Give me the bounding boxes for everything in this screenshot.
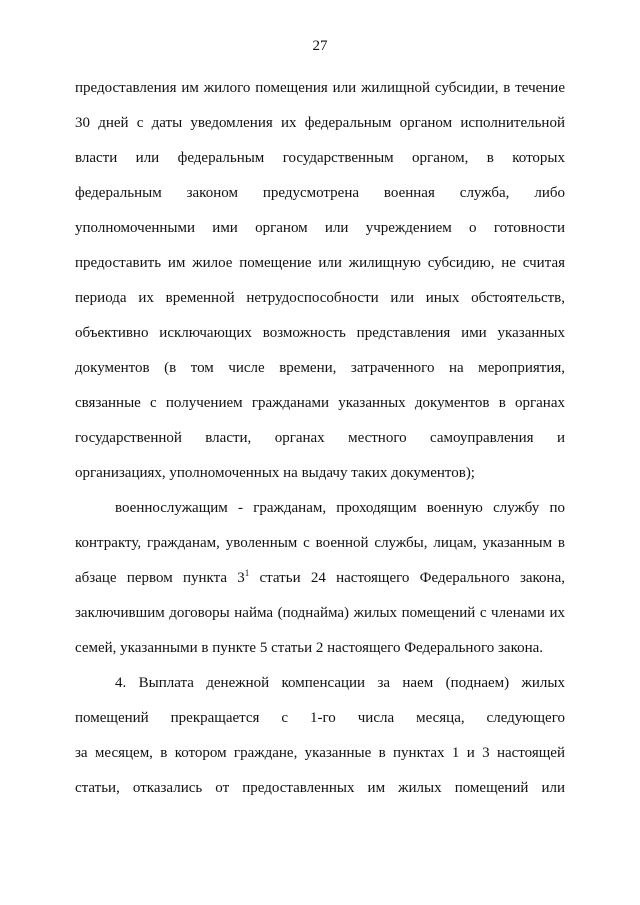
text-line: периода их временной нетрудоспособности или иных обстоятельств,: [75, 290, 565, 306]
text-line: уполномоченными ими органом или учреждением о готовности: [75, 220, 565, 236]
text-line: за месяцем, в котором граждане, указанные в пунктах 1 и 3 настоящей: [75, 745, 565, 761]
text-line: 30 дней с даты уведомления их федеральным органом исполнительной: [75, 115, 565, 131]
text-line: контракту, гражданам, уволенным с военной службы, лицам, указанным в: [75, 535, 565, 551]
text-line: связанные с получением гражданами указанных документов в органах: [75, 395, 565, 411]
text-fragment: статьи 24 настоящего Федерального закона,: [249, 570, 565, 586]
paragraph-start-line: военнослужащим - гражданам, проходящим военную службу по: [115, 500, 565, 516]
text-line: документов (в том числе времени, затраченного на мероприятия,: [75, 360, 565, 376]
superscript: 1: [244, 568, 250, 578]
text-line: федеральным законом предусмотрена военная служба, либо: [75, 185, 565, 201]
text-line: организациях, уполномоченных на выдачу таких документов);: [75, 465, 475, 481]
text-line-with-superscript: [75, 569, 565, 587]
text-fragment: абзаце первом пункта 3: [75, 570, 245, 586]
text-line: объективно исключающих возможность представления ими указанных: [75, 325, 565, 341]
paragraph-start-line: 4. Выплата денежной компенсации за наем (поднаем) жилых: [115, 675, 565, 691]
page-number: 27: [312, 38, 328, 54]
text-line: предоставления им жилого помещения или жилищной субсидии, в течение: [75, 80, 565, 96]
text-line: заключившим договоры найма (поднайма) жилых помещений с членами их: [75, 605, 565, 621]
text-line: государственной власти, органах местного самоуправления и: [75, 430, 565, 446]
text-line: предоставить им жилое помещение или жилищную субсидию, не считая: [75, 255, 565, 271]
text-line: власти или федеральным государственным органом, в которых: [75, 150, 565, 166]
text-line: помещений прекращается с 1-го числа месяца, следующего: [75, 710, 565, 726]
text-line: семей, указанными в пункте 5 статьи 2 настоящего Федерального закона.: [75, 640, 544, 656]
text-line: статьи, отказались от предоставленных им жилых помещений или: [75, 780, 565, 796]
